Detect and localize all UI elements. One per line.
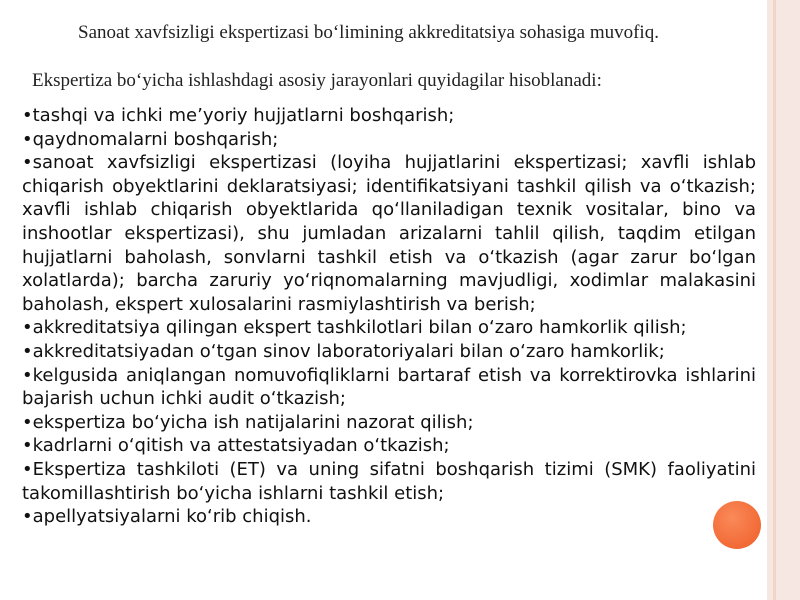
slide-title: Sanoat xavfsizligi ekspertizasi bo‘limining akkreditatsiya sohasiga muvofiq. (78, 22, 659, 43)
list-item: •kadrlarni o‘qitish va attestatsiyadan o‘tkazish; (22, 435, 450, 457)
list-item: •kelgusida aniqlangan nomuvofiqliklarni bartaraf etish va korrektirovka ishlarini bajarish uchun ichki audit o‘tkazish; (22, 364, 756, 410)
list-item: •qaydnomalarni boshqarish; (22, 128, 279, 150)
decorative-border (767, 0, 800, 600)
list-item: •tashqi va ichki me’yoriy hujjatlarni boshqarish; (22, 105, 455, 126)
list-item: •akkreditatsiyadan o‘tgan sinov laboratoriyalari bilan o‘zaro hamkorlik; (22, 340, 665, 362)
slide-subtitle: Ekspertiza bo‘yicha ishlashdagi asosiy jarayonlari quyidagilar hisoblanadi: (32, 70, 602, 91)
list-item: •apellyatsiyalarni ko‘rib chiqish. (22, 506, 312, 528)
decorative-circle (713, 501, 761, 549)
list-item: •akkreditatsiya qilingan ekspert tashkilotlari bilan o‘zaro hamkorlik qilish; (22, 317, 687, 339)
list-item: •sanoat xavfsizligi ekspertizasi (loyiha hujjatlarini ekspertizasi; xavfli ishlab chiqarish obyektlarini deklaratsiyasi; identifikatsiyani tashkil qilish va o‘tkazish; xavfli ishlab chiqarish obyektlarida qo‘llaniladigan texnik vositalar, bino va inshootlar ekspertizasi), shu jumladan arizalarni tahlil qilish, taqdim etilgan hujjatlarni baholash, sonvlarni tashkil etish va o‘tkazish (agar zarur bo‘lgan xolatlarda); barcha zaruriy yo‘riqnomalarning mavjudligi, xodimlar malakasini baholash, ekspert xulosalarini rasmiylashtirish va berish; (22, 152, 756, 315)
border-line (773, 0, 776, 600)
list-item: •Ekspertiza tashkiloti (ET) va uning sifatni boshqarish tizimi (SMK) faoliyatini takomillashtirish bo‘yicha ishlarni tashkil etish; (22, 458, 756, 504)
list-item: •ekspertiza bo‘yicha ish natijalarini nazorat qilish; (22, 411, 474, 433)
process-list (22, 104, 756, 529)
